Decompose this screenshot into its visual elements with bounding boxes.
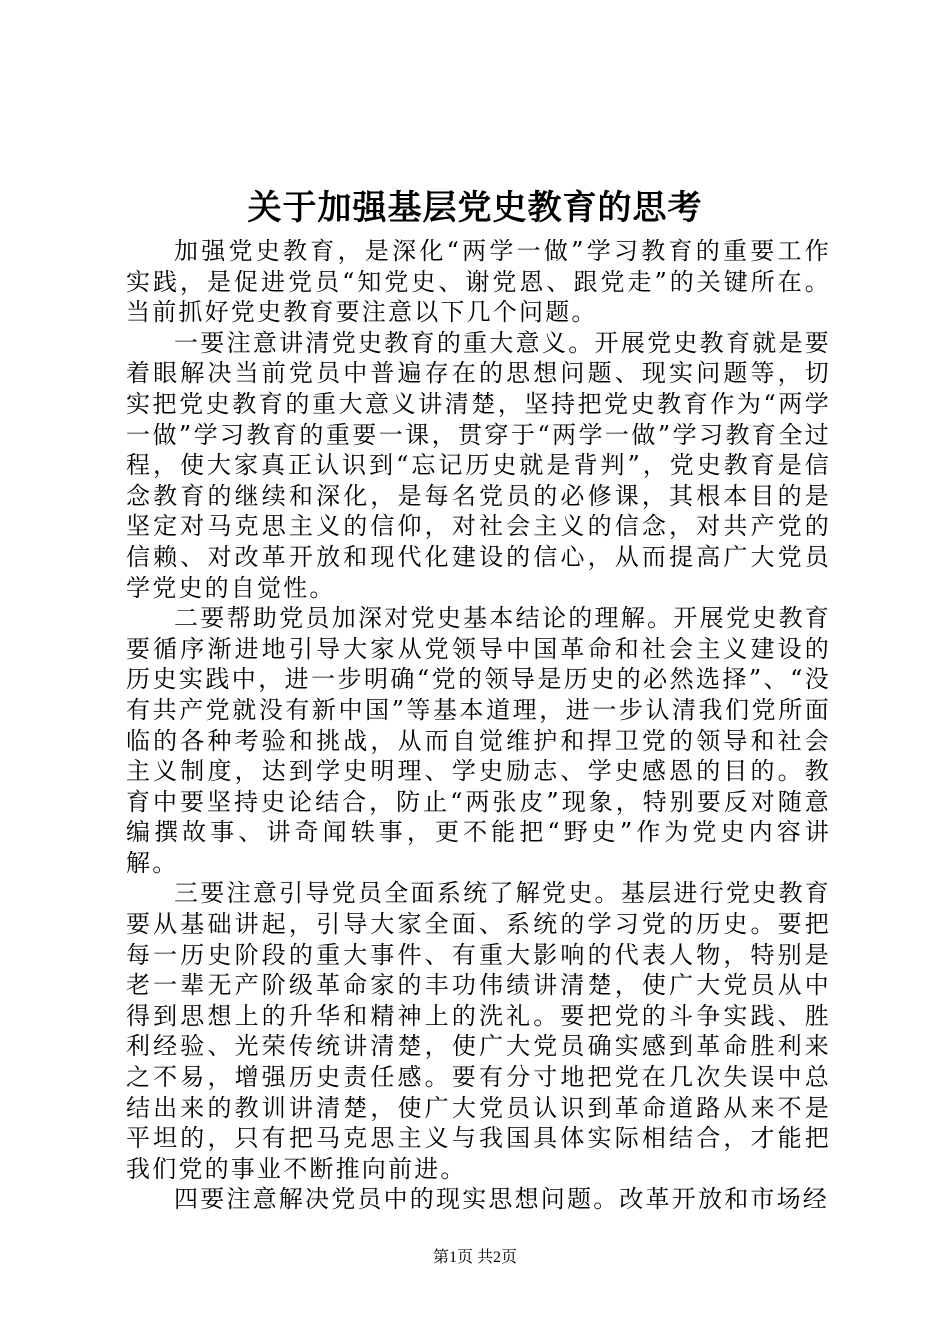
paragraph-point-4: 四要注意解决党员中的现实思想问题。改革开放和市场经 — [174, 1185, 829, 1214]
paragraph-point-2: 二要帮助党员加深对党史基本结论的理解。开展党史教育要循序渐进地引导大家从党领导中国革命和社会主义建设的历史实践中，进一步明确“党的领导是历史的必然选择”、“没有共产党就没有新中国”等基本道理，进一步认清我们党所面临的各种考验和挑战，从而自觉维护和捍卫党的领导和社会主义制度，达到学史明理、学史励志、学史感恩的目的。教育中要坚持史论结合，防止“两张皮”现象，特别要反对随意编撰故事、讲奇闻轶事，更不能把“野史”作为党史内容讲解。 — [126, 604, 831, 877]
paragraph-intro: 加强党史教育，是深化“两学一做”学习教育的重要工作实践，是促进党员“知党史、谢党恩、跟党走”的关键所在。当前抓好党史教育要注意以下几个问题。 — [126, 237, 831, 327]
document-title: 关于加强基层党史教育的思考 — [247, 188, 703, 228]
document-body — [126, 236, 831, 1215]
paragraph-point-3: 三要注意引导党员全面系统了解党史。基层进行党史教育要从基础讲起，引导大家全面、系统的学习党的历史。要把每一历史阶段的重大事件、有重大影响的代表人物，特别是老一辈无产阶级革命家的丰功伟绩讲清楚，使广大党员从中得到思想上的升华和精神上的洗礼。要把党的斗争实践、胜利经验、光荣传统讲清楚，使广大党员确实感到革命胜利来之不易，增强历史责任感。要有分寸地把党在几次失误中总结出来的教训讲清楚，使广大党员认识到革命道路从来不是平坦的，只有把马克思主义与我国具体实际相结合，才能把我们党的事业不断推向前进。 — [126, 879, 831, 1183]
page-footer: 第1页 共2页 — [432, 1249, 517, 1266]
paragraph-point-1: 一要注意讲清党史教育的重大意义。开展党史教育就是要着眼解决当前党员中普遍存在的思想问题、现实问题等，切实把党史教育的重大意义讲清楚，坚持把党史教育作为“两学一做”学习教育的重要一课，贯穿于“两学一做”学习教育全过程，使大家真正认识到“忘记历史就是背判”，党史教育是信念教育的继续和深化，是每名党员的必修课，其根本目的是坚定对马克思主义的信仰，对社会主义的信念，对共产党的信赖、对改革开放和现代化建设的信心，从而提高广大党员学党史的自觉性。 — [126, 328, 831, 602]
